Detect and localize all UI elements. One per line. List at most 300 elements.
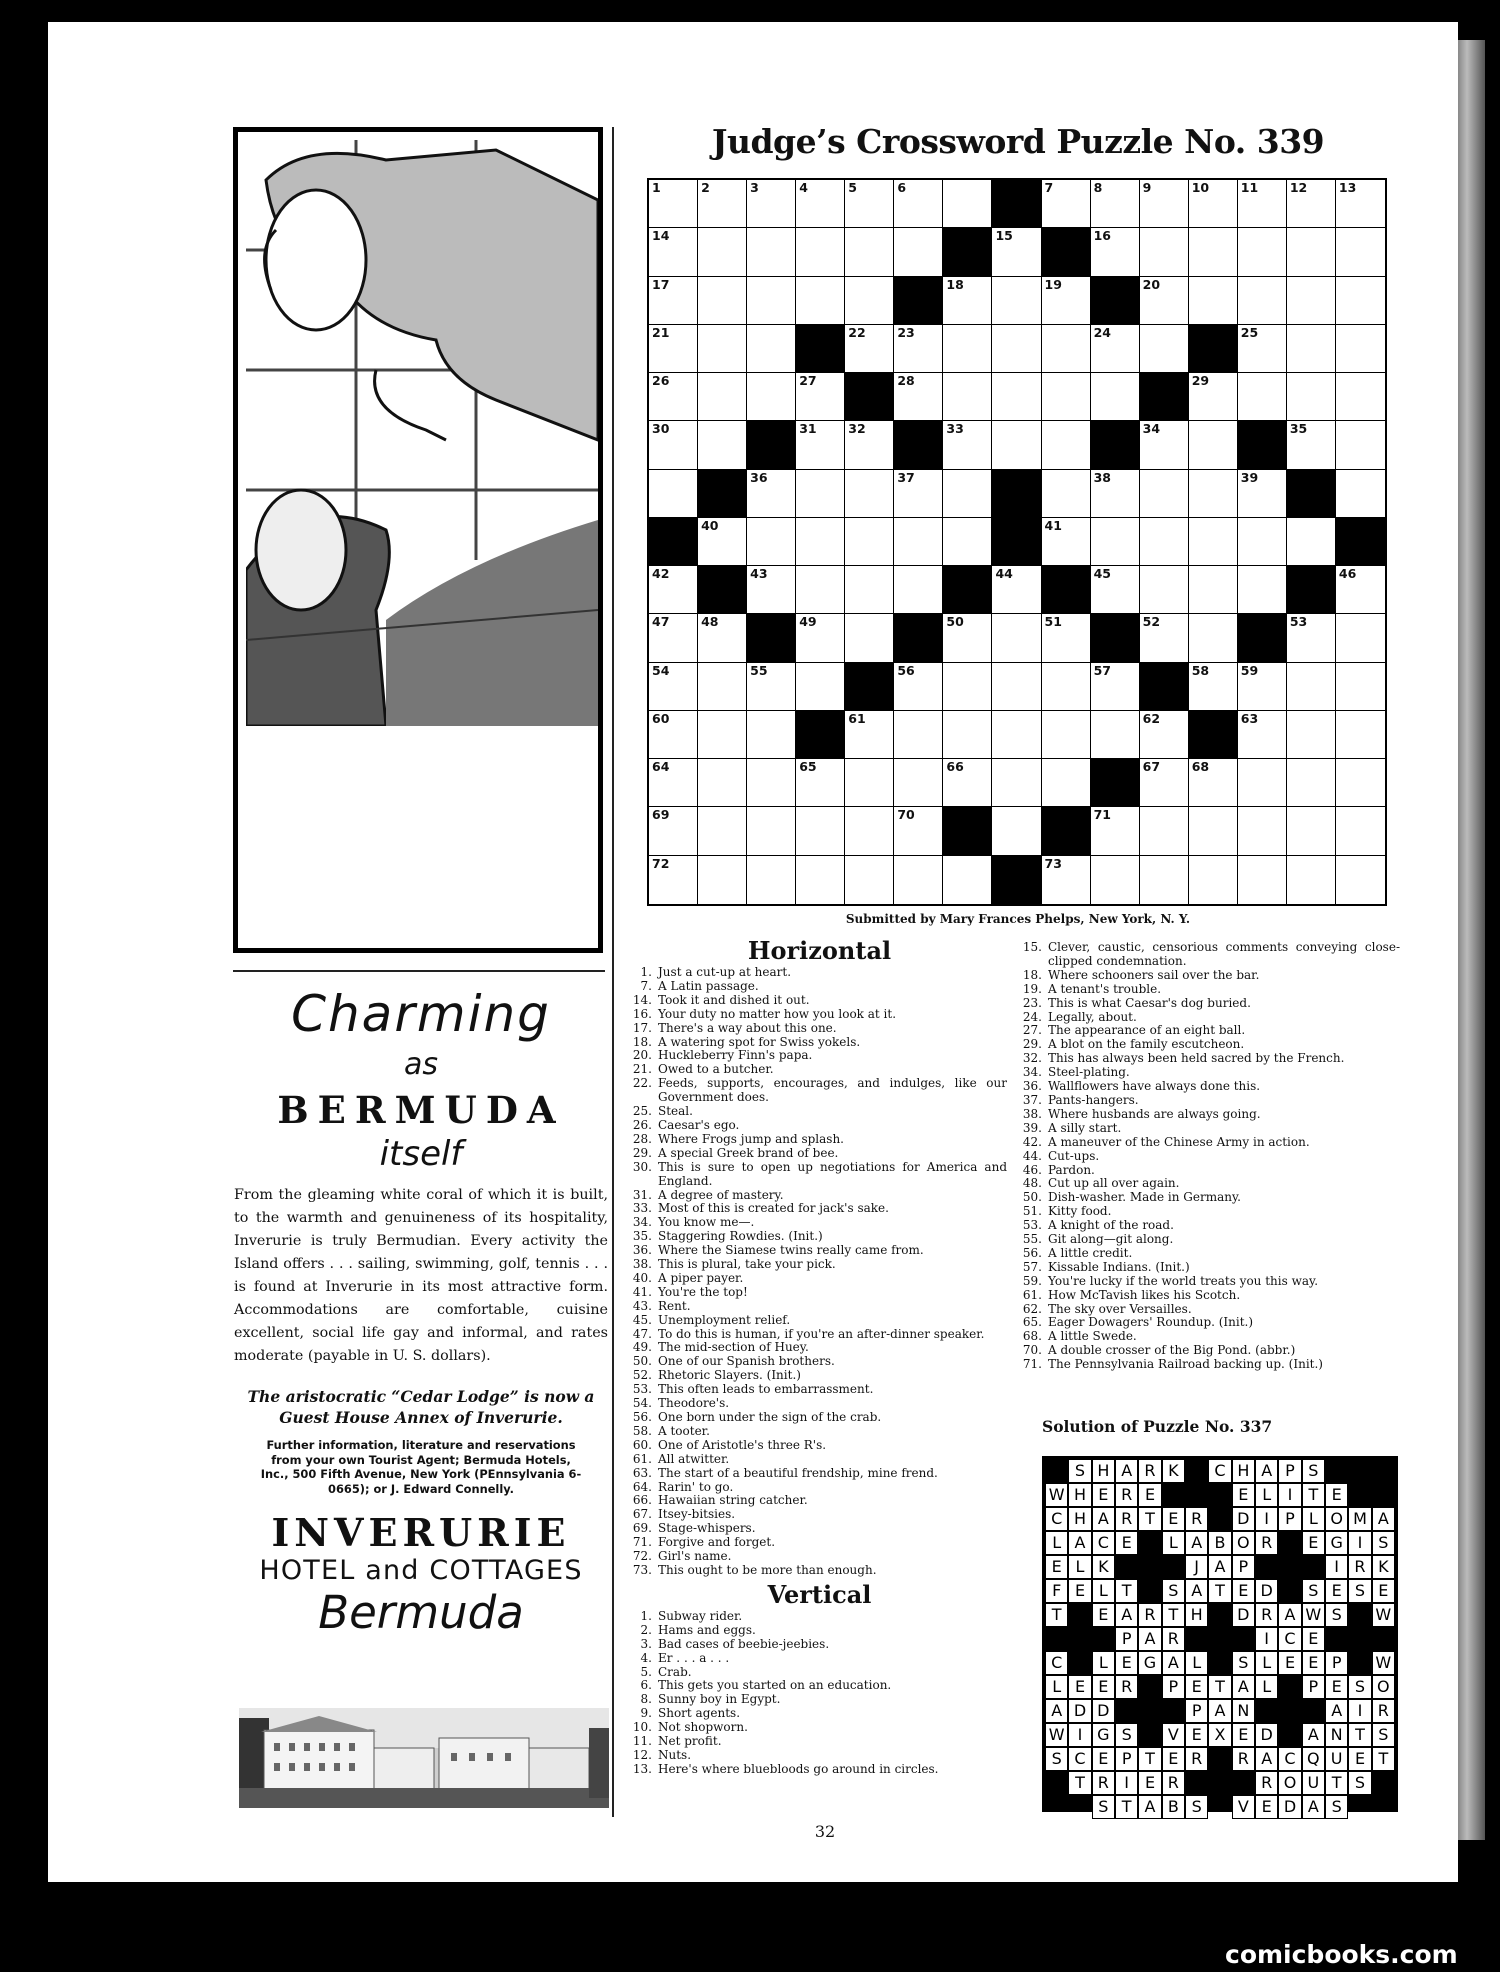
clue-text: The appearance of an eight ball. [1048, 1023, 1246, 1038]
solution-letter: E [1302, 1651, 1325, 1675]
clue-number: 5. [640, 1664, 652, 1679]
grid-square [1287, 807, 1336, 855]
clue-text: Your duty no matter how you look at it. [658, 1006, 897, 1021]
grid-square [1287, 614, 1336, 662]
clue [1022, 1219, 1400, 1233]
grid-square [1140, 614, 1189, 662]
clue-number: 15. [1022, 940, 1042, 954]
clue [632, 1133, 1007, 1147]
square-number: 54 [652, 662, 670, 678]
grid-square [1042, 180, 1091, 228]
clue-number: 36. [1022, 1079, 1042, 1094]
grid-square [1189, 614, 1238, 662]
grid-square [894, 325, 943, 373]
solution-letter: R [1185, 1507, 1208, 1531]
clue-number: 23. [1022, 995, 1042, 1010]
solution-letter: L [1255, 1675, 1278, 1699]
clue-number: 35. [632, 1229, 652, 1244]
grid-square [845, 566, 894, 614]
grid-square [1336, 373, 1385, 421]
clue [1022, 1150, 1400, 1164]
square-number: 34 [1142, 421, 1161, 437]
solution-letter: R [1138, 1603, 1161, 1627]
grid-square [1336, 421, 1385, 469]
black-square [1287, 470, 1336, 518]
grid-square [992, 759, 1041, 807]
horizontal-heading: Horizontal [747, 936, 892, 965]
grid-square [796, 421, 845, 469]
clue-number: 68. [1022, 1329, 1042, 1344]
grid-square [992, 373, 1041, 421]
solution-letter: A [1278, 1603, 1301, 1627]
clue-text: Just a cut-up at heart. [658, 965, 792, 979]
solution-letter: W [1372, 1603, 1395, 1627]
square-number: 33 [946, 421, 964, 437]
clue-text: You're lucky if the world treats you this way. [1048, 1273, 1319, 1288]
solution-black-square [1278, 1531, 1301, 1555]
clue [1022, 1024, 1400, 1038]
square-number: 40 [701, 517, 719, 533]
solution-black-square [1278, 1723, 1301, 1747]
clue-number: 9. [640, 1706, 652, 1721]
clue-number: 40. [632, 1270, 652, 1285]
grid-square [1287, 759, 1336, 807]
solution-letter: R [1115, 1483, 1138, 1507]
grid-square [1336, 325, 1385, 373]
square-number: 37 [897, 469, 915, 485]
grid-square [992, 614, 1041, 662]
solution-black-square [1138, 1531, 1161, 1555]
solution-letter: L [1185, 1651, 1208, 1675]
grid-square [894, 373, 943, 421]
clue-number: 62. [1022, 1301, 1042, 1316]
solution-black-square [1162, 1699, 1185, 1723]
solution-letter: U [1302, 1771, 1325, 1795]
square-number: 50 [946, 614, 964, 630]
solution-black-square [1138, 1579, 1161, 1603]
clue-number: 34. [632, 1215, 652, 1230]
clue [632, 1693, 1007, 1707]
solution-letter: E [1278, 1651, 1301, 1675]
clue-text: Er . . . a . . . [658, 1650, 730, 1665]
solution-letter: E [1138, 1771, 1161, 1795]
solution-letter: D [1092, 1699, 1115, 1723]
grid-square [1189, 663, 1238, 711]
solution-black-square [1232, 1627, 1255, 1651]
grid-square [992, 277, 1041, 325]
grid-square [992, 663, 1041, 711]
clue [632, 980, 1007, 994]
solution-letter: A [1092, 1507, 1115, 1531]
black-square [1091, 421, 1140, 469]
solution-black-square [1208, 1771, 1231, 1795]
square-number: 71 [1093, 807, 1111, 823]
clue-number: 67. [632, 1507, 652, 1522]
solution-letter: T [1348, 1723, 1371, 1747]
square-number: 27 [799, 373, 817, 389]
clue-text: Crab. [658, 1664, 692, 1679]
solution-letter: E [1092, 1483, 1115, 1507]
vertical-clue-list-part-1 [632, 1610, 1007, 1777]
square-number: 39 [1240, 469, 1259, 485]
clue [632, 1189, 1007, 1203]
solution-letter: E [1068, 1579, 1091, 1603]
solution-letter: A [1208, 1555, 1231, 1579]
grid-square [894, 759, 943, 807]
clue-text: Hawaiian string catcher. [658, 1493, 808, 1508]
square-number: 16 [1093, 228, 1111, 244]
clue-text: A special Greek brand of bee. [658, 1145, 839, 1160]
clue [632, 1453, 1007, 1467]
clue-number: 58. [632, 1423, 652, 1438]
clue-number: 48. [1022, 1176, 1042, 1191]
clue [632, 1411, 1007, 1425]
solution-letter: E [1325, 1675, 1348, 1699]
clue [632, 1272, 1007, 1286]
clue [1022, 1066, 1400, 1080]
clue [632, 1369, 1007, 1383]
solution-letter: S [1232, 1651, 1255, 1675]
grid-square [943, 614, 992, 662]
grid-square [1238, 807, 1287, 855]
clue [632, 1161, 1007, 1189]
clue [632, 1666, 1007, 1680]
square-number: 69 [652, 807, 670, 823]
clue [1022, 1177, 1400, 1191]
clue-text: This ought to be more than enough. [658, 1562, 877, 1577]
grid-square [1042, 325, 1091, 373]
grid-square [698, 373, 747, 421]
black-square [992, 518, 1041, 566]
square-number: 47 [652, 614, 670, 630]
clue-number: 72. [632, 1549, 652, 1564]
solution-letter: E [1162, 1507, 1185, 1531]
clue [1022, 997, 1400, 1011]
solution-letter: P [1302, 1675, 1325, 1699]
bermuda-heading: BERMUDA [277, 1088, 565, 1132]
clue [632, 1536, 1007, 1550]
clue [1022, 983, 1400, 997]
clue [1022, 1344, 1400, 1358]
grid-square [845, 228, 894, 276]
grid-square [1238, 325, 1287, 373]
grid-square [845, 421, 894, 469]
black-square [992, 856, 1041, 904]
exlax-advertisement [233, 127, 603, 953]
square-number: 41 [1044, 517, 1062, 533]
grid-square [1042, 663, 1091, 711]
grid-square [1091, 325, 1140, 373]
grid-square [698, 518, 747, 566]
solution-black-square [1208, 1483, 1231, 1507]
solution-letter: W [1045, 1723, 1068, 1747]
square-number: 24 [1093, 324, 1111, 340]
grid-square [1238, 373, 1287, 421]
grid-square [1189, 421, 1238, 469]
page-number: 32 [814, 1822, 836, 1841]
solution-black-square [1372, 1795, 1395, 1819]
solution-letter: L [1045, 1675, 1068, 1699]
grid-square [943, 421, 992, 469]
solution-black-square [1138, 1555, 1161, 1579]
clue-text: Not shopworn. [658, 1720, 748, 1735]
clue-number: 55. [1022, 1232, 1042, 1247]
grid-square [649, 373, 698, 421]
black-square [894, 421, 943, 469]
grid-square [1189, 518, 1238, 566]
solution-black-square [1068, 1627, 1091, 1651]
solution-black-square [1278, 1675, 1301, 1699]
square-number: 13 [1338, 180, 1357, 195]
clue-text: Hams and eggs. [658, 1622, 756, 1637]
solution-letter: I [1278, 1483, 1301, 1507]
exlax-illustration [246, 140, 598, 726]
grid-square [1336, 277, 1385, 325]
clue [632, 1550, 1007, 1564]
grid-square [894, 228, 943, 276]
clue-text: Net profit. [658, 1734, 722, 1749]
grid-square [1336, 759, 1385, 807]
clue-number: 6. [640, 1678, 652, 1693]
solution-black-square [1185, 1459, 1208, 1483]
solution-letter: E [1325, 1579, 1348, 1603]
clue [1022, 1316, 1400, 1330]
clue [632, 1105, 1007, 1119]
clue-text: One of our Spanish brothers. [658, 1354, 835, 1369]
grid-square [1336, 614, 1385, 662]
square-number: 6 [897, 180, 907, 195]
grid-square [796, 180, 845, 228]
solution-letter: S [1325, 1603, 1348, 1627]
grid-square [747, 518, 796, 566]
solution-letter: E [1232, 1483, 1255, 1507]
grid-square [1091, 711, 1140, 759]
grid-square [894, 180, 943, 228]
solution-letter: S [1348, 1771, 1371, 1795]
grid-square [1140, 518, 1189, 566]
grid-square [1042, 470, 1091, 518]
square-number: 20 [1142, 276, 1161, 292]
grid-square [1042, 711, 1091, 759]
clue-number: 71. [1022, 1357, 1042, 1372]
grid-square [1042, 518, 1091, 566]
grid-square [1091, 518, 1140, 566]
black-square [747, 614, 796, 662]
clue-number: 14. [632, 992, 652, 1007]
grid-square [698, 228, 747, 276]
solution-letter: T [1162, 1603, 1185, 1627]
black-square [845, 663, 894, 711]
grid-square [796, 614, 845, 662]
clue-text: One born under the sign of the crab. [658, 1410, 882, 1424]
solution-letter: L [1255, 1651, 1278, 1675]
solution-letter: A [1255, 1747, 1278, 1771]
clue [1022, 941, 1400, 969]
solution-black-square [1208, 1795, 1231, 1819]
square-number: 15 [995, 228, 1013, 244]
square-number: 52 [1142, 614, 1161, 630]
black-square [1091, 277, 1140, 325]
solution-black-square [1208, 1603, 1231, 1627]
vertical-heading: Vertical [767, 1579, 872, 1609]
square-number: 2 [701, 180, 710, 195]
square-number: 9 [1142, 180, 1152, 195]
clue-number: 66. [632, 1493, 652, 1508]
grid-square [845, 277, 894, 325]
solution-letter: P [1232, 1555, 1255, 1579]
solution-letter: E [1372, 1579, 1395, 1603]
solution-letter: E [1255, 1795, 1278, 1819]
black-square [845, 373, 894, 421]
grid-square [1042, 277, 1091, 325]
solution-letter: E [1045, 1555, 1068, 1579]
clue [1022, 1011, 1400, 1025]
clue-text: A blot on the family escutcheon. [1048, 1037, 1245, 1052]
clue-text: Where the Siamese twins really came from. [658, 1243, 924, 1258]
square-number: 5 [848, 180, 857, 195]
clue [632, 1300, 1007, 1314]
grid-square [698, 663, 747, 711]
solution-letter: A [1185, 1531, 1208, 1555]
clue-number: 2. [640, 1622, 652, 1637]
grid-square [1140, 180, 1189, 228]
clue-number: 65. [1022, 1315, 1042, 1330]
clue-number: 61. [1022, 1287, 1042, 1302]
grid-square [1140, 566, 1189, 614]
grid-square [747, 856, 796, 904]
solution-black-square [1372, 1483, 1395, 1507]
clue [632, 1244, 1007, 1258]
solution-black-square [1115, 1699, 1138, 1723]
square-number: 1 [652, 180, 661, 195]
solution-letter: R [1115, 1507, 1138, 1531]
grid-square [1091, 470, 1140, 518]
grid-square [1287, 228, 1336, 276]
solution-letter: E [1325, 1483, 1348, 1507]
clue [1022, 1205, 1400, 1219]
as-heading: as [403, 1047, 438, 1082]
clue-number: 26. [632, 1117, 652, 1132]
grid-square [1336, 856, 1385, 904]
square-number: 12 [1289, 180, 1308, 195]
square-number: 22 [848, 324, 866, 340]
clue-number: 12. [632, 1747, 652, 1762]
solution-letter: L [1092, 1651, 1115, 1675]
clue-number: 29. [632, 1145, 652, 1160]
grid-square [698, 614, 747, 662]
square-number: 64 [652, 759, 670, 775]
grid-square [747, 711, 796, 759]
clue-text: Rhetoric Slayers. (Init.) [658, 1368, 801, 1383]
clue-number: 30. [632, 1159, 652, 1174]
grid-square [845, 470, 894, 518]
clue-number: 47. [632, 1326, 652, 1341]
grid-square [649, 277, 698, 325]
solution-letter: E [1092, 1603, 1115, 1627]
grid-square [992, 228, 1041, 276]
black-square [1189, 325, 1238, 373]
grid-square [992, 807, 1041, 855]
grid-square [1140, 759, 1189, 807]
reservation-info: Further information, literature and reservations from your own Tourist Agent; Bermuda Hotels, Inc., 500 Fifth Avenue, New York (PEnnsylvania 6-0665); or J. Edward Connelly. [260, 1438, 582, 1496]
clue [632, 1202, 1007, 1216]
solution-letter: E [1162, 1747, 1185, 1771]
grid-square [649, 663, 698, 711]
solution-letter: L [1255, 1483, 1278, 1507]
solution-letter: E [1115, 1531, 1138, 1555]
solution-black-square [1348, 1795, 1371, 1819]
grid-square [1287, 856, 1336, 904]
solution-letter: U [1325, 1747, 1348, 1771]
solution-black-square [1045, 1627, 1068, 1651]
clue-number: 36. [632, 1243, 652, 1258]
square-number: 19 [1044, 276, 1062, 292]
clue-number: 57. [1022, 1259, 1042, 1274]
solution-letter: R [1162, 1771, 1185, 1795]
clue-number: 37. [1022, 1092, 1042, 1107]
clue-text: Rarin' to go. [658, 1479, 734, 1494]
clue [632, 966, 1007, 980]
black-square [796, 711, 845, 759]
column-divider [612, 127, 614, 1817]
solution-letter: V [1232, 1795, 1255, 1819]
clue-text: Clever, caustic, censorious comments conveying close-clipped condemnation. [1048, 940, 1400, 968]
clue [1022, 1261, 1400, 1275]
clue-text: Staggering Rowdies. (Init.) [658, 1229, 823, 1244]
clue-number: 22. [632, 1076, 652, 1091]
grid-square [992, 325, 1041, 373]
vertical-clue-list-part-2 [1022, 941, 1400, 1372]
grid-square [698, 759, 747, 807]
clue [1022, 969, 1400, 983]
black-square [943, 228, 992, 276]
solution-letter: I [1115, 1771, 1138, 1795]
clue-text: Kitty food. [1048, 1204, 1112, 1219]
solution-letter: A [1232, 1675, 1255, 1699]
solution-letter: I [1325, 1555, 1348, 1579]
solution-black-square [1162, 1555, 1185, 1579]
solution-black-square [1208, 1627, 1231, 1651]
grid-square [796, 277, 845, 325]
solution-letter: T [1115, 1579, 1138, 1603]
grid-square [649, 180, 698, 228]
solution-letter: K [1372, 1555, 1395, 1579]
black-square [1189, 711, 1238, 759]
solution-letter: R [1255, 1603, 1278, 1627]
solution-letter: T [1302, 1483, 1325, 1507]
solution-letter: E [1232, 1579, 1255, 1603]
square-number: 8 [1093, 180, 1103, 195]
grid-square [649, 325, 698, 373]
square-number: 72 [652, 855, 670, 871]
clue [632, 1508, 1007, 1522]
grid-square [1336, 663, 1385, 711]
clue-number: 11. [632, 1734, 652, 1749]
clue-number: 39. [1022, 1120, 1042, 1135]
clue-text: Owed to a butcher. [658, 1062, 774, 1077]
square-number: 31 [799, 421, 817, 437]
clue-number: 1. [640, 965, 652, 979]
clue [632, 1258, 1007, 1272]
grid-square [1042, 373, 1091, 421]
black-square [1042, 228, 1091, 276]
black-square [1238, 421, 1287, 469]
solution-letter: R [1255, 1531, 1278, 1555]
solution-letter: A [1208, 1699, 1231, 1723]
solution-letter: D [1068, 1699, 1091, 1723]
solution-letter: E [1185, 1675, 1208, 1699]
solution-letter: C [1278, 1627, 1301, 1651]
